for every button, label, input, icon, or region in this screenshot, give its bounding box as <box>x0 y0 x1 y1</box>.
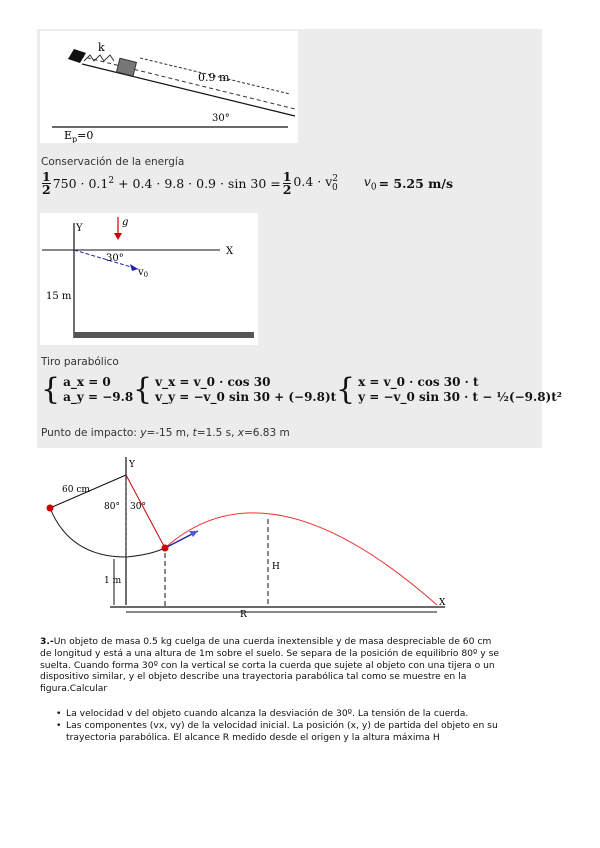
ep-label: E <box>64 129 73 142</box>
frac2-den: 2 <box>282 182 292 197</box>
term3-exp: 2 <box>332 174 339 185</box>
list-item: • Las componentes (vx, vy) de la velocidad inicial. La posición (x, y) de partida del objeto en su trayectoria parabólica. El alcance R medido desde el origen y la altura máxima H <box>56 719 498 743</box>
height-label: 15 m <box>46 291 72 302</box>
problem-text: Un objeto de masa 0.5 kg cuelga de una cuerda inextensible y de masa despreciable de 60 cm de longitud y está a una altura de 1m sobre el suelo. Se separa de la posición de equilibrio 80º y se suelta. Cuando forma 30º con la vertical se corta la cuerda que sujete al objeto con una tijera o un dispositivo similar, y el objeto describe una trayectoria parabólica tal como se muestre en la figura.Calcular <box>40 636 500 695</box>
angle2-label: 30° <box>130 502 146 512</box>
ep-value: =0 <box>77 129 94 142</box>
ground <box>74 332 254 338</box>
v-sub: 0 <box>143 271 149 279</box>
term1-exp: 2 <box>108 175 115 186</box>
height-label: 1 m <box>104 576 122 586</box>
g-label: g <box>122 217 129 228</box>
term2: + 0.4 · 9.8 · 0.9 · sin 30 = <box>114 176 281 192</box>
launch-diagram <box>40 213 258 345</box>
wall-block <box>68 49 86 63</box>
impact-t: t <box>192 427 197 439</box>
y-axis-label: Y <box>129 460 135 470</box>
x-axis-label: X <box>439 598 446 608</box>
impact-label: Punto de impacto: <box>41 427 141 439</box>
position-y: y = −v_0 sin 30 · t − ½(−9.8)t² <box>358 390 563 404</box>
problem-statement <box>40 636 500 695</box>
impact-x-value: =6.83 m <box>243 427 290 439</box>
energy-heading: Conservación de la energía <box>41 156 185 168</box>
result-sub: 0 <box>370 182 377 193</box>
accel-y: a_y = −9.8 <box>63 390 134 404</box>
svg-text:v0 <box>137 267 148 279</box>
result-var: v <box>363 174 371 190</box>
problem-number: 3.- <box>40 636 54 647</box>
impact-x: x <box>237 427 244 439</box>
bullet-1: La velocidad v del objeto cuando alcanza la desviación de 30º. La tensión de la cuerda. <box>66 708 469 719</box>
incline-diagram <box>40 31 298 143</box>
mass-initial <box>47 505 54 512</box>
launch-figure <box>40 213 258 345</box>
ep-sub: p <box>72 135 78 143</box>
position-system: { x = v_0 · cos 30 · t y = −v_0 sin 30 · t − ½(−9.8)t² <box>336 372 563 407</box>
trajectory <box>165 513 437 605</box>
accel-x: a_x = 0 <box>63 375 111 389</box>
question-list <box>56 708 506 743</box>
energy-equation <box>42 171 453 196</box>
velocity-x: v_x = v_0 · cos 30 <box>155 375 271 389</box>
incline-figure <box>40 31 298 143</box>
h-label: H <box>272 562 280 572</box>
impact-y-value: =-15 m, <box>146 427 193 439</box>
term3: 0.4 · v <box>293 174 333 190</box>
impact-point <box>41 427 290 439</box>
list-item: • La velocidad v del objeto cuando alcanza la desviación de 30º. La tensión de la cuerda. <box>56 708 469 719</box>
impact-y: y <box>140 427 147 439</box>
projectile-heading: Tiro parabólico <box>41 356 119 368</box>
r-label: R <box>240 610 247 620</box>
pendulum-diagram <box>40 455 460 620</box>
angle-label: 30° <box>212 113 230 124</box>
position-x: x = v_0 · cos 30 · t <box>358 375 479 389</box>
angle1-label: 80° <box>104 502 120 512</box>
spring-label: k <box>98 41 105 54</box>
term1: 750 · 0.1 <box>52 176 109 192</box>
impact-t-value: =1.5 s, <box>196 427 238 439</box>
y-axis-label: Y <box>76 223 83 234</box>
svg-text:Ep=0 <box>64 129 93 143</box>
bullet-2: Las componentes (vx, vy) de la velocidad inicial. La posición (x, y) de partida del objeto en su trayectoria parabólica. El alcance R medido desde el origen y la altura máxima H <box>66 719 498 743</box>
term3-sub: 0 <box>332 182 338 193</box>
x-axis-label: X <box>226 246 234 257</box>
angle-label: 30° <box>106 253 124 264</box>
accel-system: { a_x = 0 a_y = −9.8 <box>41 372 134 407</box>
v-label: v <box>138 267 144 278</box>
frac1-num: 1 <box>42 169 51 184</box>
distance-label: 0.9 m <box>198 71 230 84</box>
frac2-num: 1 <box>282 169 292 184</box>
mass-release <box>162 545 169 552</box>
velocity-system: { v_x = v_0 · cos 30 v_y = −v_0 sin 30 + (−9.8)t <box>133 372 337 407</box>
length-label: 60 cm <box>62 485 90 495</box>
frac1-den: 2 <box>42 182 51 197</box>
result-value: = 5.25 m/s <box>378 176 454 191</box>
pendulum-figure <box>40 455 460 620</box>
velocity-y: v_y = −v_0 sin 30 + (−9.8)t <box>155 390 337 404</box>
